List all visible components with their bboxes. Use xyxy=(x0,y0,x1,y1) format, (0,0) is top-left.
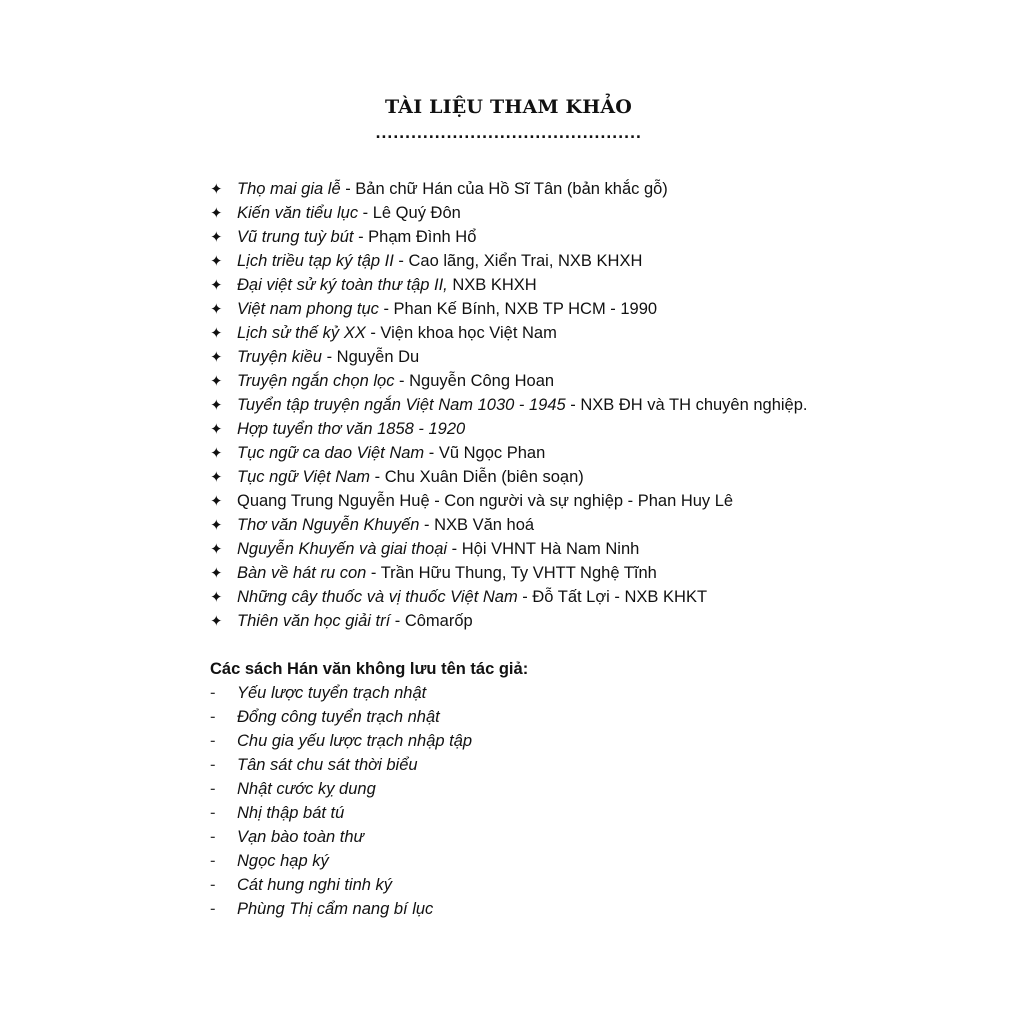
reference-item xyxy=(210,297,808,321)
reference-title: Tục ngữ Việt Nam xyxy=(237,468,371,486)
dash-icon: - xyxy=(210,780,216,798)
reference-detail: - Nguyễn Công Hoan xyxy=(394,372,555,390)
four-pointed-star-icon: ✦ xyxy=(210,276,223,294)
four-pointed-star-icon: ✦ xyxy=(210,252,223,270)
reference-item xyxy=(210,249,808,273)
reference-item xyxy=(210,321,808,345)
reference-item xyxy=(210,393,808,417)
dash-icon: - xyxy=(210,804,216,822)
han-book-item xyxy=(210,849,472,873)
reference-detail: - Chu Xuân Diễn (biên soạn) xyxy=(370,468,584,486)
han-book-item xyxy=(210,873,472,897)
four-pointed-star-icon: ✦ xyxy=(210,612,223,630)
reference-item xyxy=(210,345,808,369)
han-book-item xyxy=(210,681,472,705)
reference-item xyxy=(210,513,808,537)
dash-icon: - xyxy=(210,708,216,726)
reference-detail: - Cômarốp xyxy=(390,612,473,630)
reference-item xyxy=(210,489,808,513)
reference-detail: - NXB ĐH và TH chuyên nghiệp. xyxy=(565,396,808,414)
dash-icon: - xyxy=(210,876,216,894)
page-title: TÀI LIỆU THAM KHẢO xyxy=(384,96,633,118)
dash-icon: - xyxy=(210,732,216,750)
reference-item xyxy=(210,417,808,441)
dash-icon: - xyxy=(210,900,216,918)
four-pointed-star-icon: ✦ xyxy=(210,324,223,342)
dash-icon: - xyxy=(210,852,216,870)
reference-title: Truyện kiều xyxy=(237,348,322,366)
han-section-heading: Các sách Hán văn không lưu tên tác giả: xyxy=(210,660,529,678)
reference-item xyxy=(210,441,808,465)
reference-detail: Quang Trung Nguyễn Huệ - Con người và sự nghiệp - Phan Huy Lê xyxy=(237,492,734,510)
four-pointed-star-icon: ✦ xyxy=(210,540,223,558)
four-pointed-star-icon: ✦ xyxy=(210,396,223,414)
reference-item xyxy=(210,273,808,297)
reference-title: Những cây thuốc và vị thuốc Việt Nam xyxy=(237,588,518,606)
han-book-title: Ngọc hạp ký xyxy=(237,852,329,870)
four-pointed-star-icon: ✦ xyxy=(210,300,223,318)
han-book-item xyxy=(210,705,472,729)
han-book-item xyxy=(210,825,472,849)
reference-title: Lịch sử thế kỷ XX xyxy=(237,324,366,342)
han-book-item xyxy=(210,897,472,921)
han-book-title: Cát hung nghi tinh ký xyxy=(237,876,393,894)
four-pointed-star-icon: ✦ xyxy=(210,372,223,390)
dash-icon: - xyxy=(210,684,216,702)
reference-detail: NXB KHXH xyxy=(447,276,537,294)
reference-item xyxy=(210,585,808,609)
four-pointed-star-icon: ✦ xyxy=(210,516,223,534)
reference-detail: - Vũ Ngọc Phan xyxy=(424,444,546,462)
reference-title: Nguyễn Khuyến và giai thoại xyxy=(237,540,448,558)
reference-item xyxy=(210,177,808,201)
reference-detail: - NXB Văn hoá xyxy=(419,516,535,534)
reference-title: Thọ mai gia lễ xyxy=(237,180,341,198)
han-book-title: Đổng công tuyển trạch nhật xyxy=(237,708,440,726)
han-book-item xyxy=(210,801,472,825)
han-book-title: Yếu lược tuyển trạch nhật xyxy=(237,684,427,702)
reference-title: Kiến văn tiểu lục xyxy=(237,204,359,222)
reference-detail: - Đỗ Tất Lợi - NXB KHKT xyxy=(517,588,708,606)
reference-detail: - Cao lãng, Xiển Trai, NXB KHXH xyxy=(393,252,643,270)
han-book-title: Chu gia yếu lược trạch nhập tập xyxy=(237,732,473,750)
reference-detail: - Phạm Đình Hổ xyxy=(353,228,477,246)
han-book-list xyxy=(210,681,472,921)
reference-title: Vũ trung tuỳ bút xyxy=(237,228,354,246)
han-book-title: Tân sát chu sát thời biểu xyxy=(237,756,418,774)
reference-detail: - Nguyễn Du xyxy=(321,348,420,366)
reference-title: Tuyển tập truyện ngắn Việt Nam 1030 - 1945 xyxy=(237,396,566,414)
four-pointed-star-icon: ✦ xyxy=(210,180,223,198)
reference-title: Bàn về hát ru con xyxy=(237,564,367,582)
four-pointed-star-icon: ✦ xyxy=(210,348,223,366)
title-dotted-underline: ............................................. xyxy=(375,126,642,142)
reference-title: Thơ văn Nguyễn Khuyến xyxy=(237,516,420,534)
han-book-title: Phùng Thị cẩm nang bí lục xyxy=(237,900,434,918)
han-book-item xyxy=(210,777,472,801)
reference-item xyxy=(210,561,808,585)
four-pointed-star-icon: ✦ xyxy=(210,564,223,582)
reference-title: Việt nam phong tục xyxy=(237,300,379,318)
dash-icon: - xyxy=(210,828,216,846)
four-pointed-star-icon: ✦ xyxy=(210,444,223,462)
reference-item xyxy=(210,369,808,393)
reference-item xyxy=(210,225,808,249)
reference-title: Đại việt sử ký toàn thư tập II, xyxy=(237,276,448,294)
reference-list xyxy=(210,177,808,633)
reference-item xyxy=(210,201,808,225)
four-pointed-star-icon: ✦ xyxy=(210,228,223,246)
reference-detail: - Phan Kế Bính, NXB TP HCM - 1990 xyxy=(378,300,658,318)
reference-detail: - Bản chữ Hán của Hồ Sĩ Tân (bản khắc gỗ) xyxy=(340,180,668,198)
han-book-title: Nhị thập bát tú xyxy=(237,804,345,822)
reference-item xyxy=(210,609,808,633)
reference-detail: - Hội VHNT Hà Nam Ninh xyxy=(447,540,640,558)
han-book-title: Nhật cước kỵ dung xyxy=(237,780,376,798)
four-pointed-star-icon: ✦ xyxy=(210,420,223,438)
reference-title: Tục ngữ ca dao Việt Nam xyxy=(237,444,425,462)
four-pointed-star-icon: ✦ xyxy=(210,492,223,510)
four-pointed-star-icon: ✦ xyxy=(210,204,223,222)
reference-detail: - Trần Hữu Thung, Ty VHTT Nghệ Tĩnh xyxy=(366,564,657,582)
reference-title: Hợp tuyển thơ văn 1858 - 1920 xyxy=(237,420,466,438)
reference-title: Thiên văn học giải trí xyxy=(237,612,391,630)
reference-item xyxy=(210,465,808,489)
han-book-title: Vạn bào toàn thư xyxy=(237,828,364,846)
four-pointed-star-icon: ✦ xyxy=(210,588,223,606)
reference-title: Truyện ngắn chọn lọc xyxy=(237,372,395,390)
reference-item xyxy=(210,537,808,561)
reference-title: Lịch triều tạp ký tập II xyxy=(237,252,394,270)
han-book-item xyxy=(210,729,472,753)
han-book-item xyxy=(210,753,472,777)
reference-detail: - Lê Quý Đôn xyxy=(358,204,461,222)
dash-icon: - xyxy=(210,756,216,774)
reference-detail: - Viện khoa học Việt Nam xyxy=(365,324,557,342)
four-pointed-star-icon: ✦ xyxy=(210,468,223,486)
